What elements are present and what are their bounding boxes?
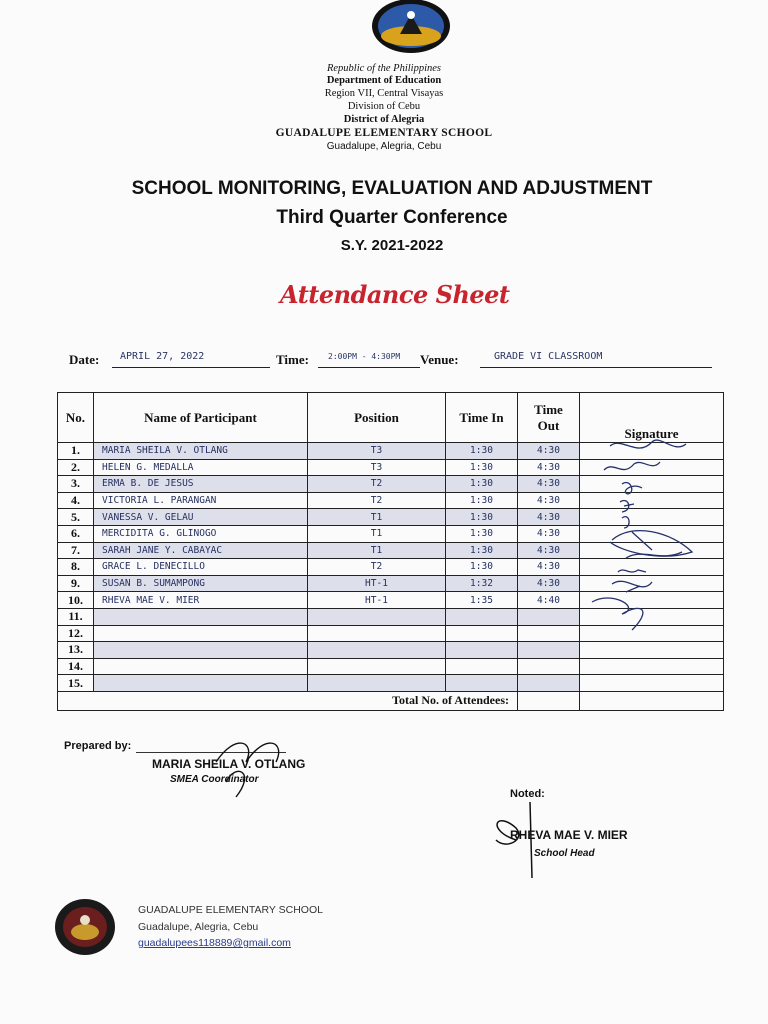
time-out-value: 4:30 <box>518 575 580 592</box>
footer-school: GUADALUPE ELEMENTARY SCHOOL <box>138 904 323 916</box>
time-out-value: 4:30 <box>518 492 580 509</box>
time-in-value <box>446 642 518 659</box>
footer-email-link[interactable]: guadalupees118889@gmail.com <box>138 937 291 949</box>
row-number: 15. <box>58 675 94 692</box>
prepared-by-name: MARIA SHEILA V. OTLANG <box>152 757 306 771</box>
prepared-by-role: SMEA Coordinator <box>170 774 259 785</box>
row-number: 12. <box>58 625 94 642</box>
time-label: Time: <box>276 352 309 367</box>
venue-label: Venue: <box>420 352 459 367</box>
time-in-value: 1:30 <box>446 509 518 526</box>
time-out-value <box>518 608 580 625</box>
attendance-sheet-title: Attendance Sheet <box>280 280 510 309</box>
time-out-value <box>518 675 580 692</box>
participant-position <box>308 658 446 675</box>
time-value: 2:00PM - 4:30PM <box>318 351 420 368</box>
header-signature: Signature <box>580 393 724 443</box>
address-line: Guadalupe, Alegria, Cebu <box>326 141 442 152</box>
date-label: Date: <box>69 352 100 367</box>
header-position: Position <box>308 393 446 443</box>
signature-cell <box>580 658 724 675</box>
time-out-value: 4:30 <box>518 559 580 576</box>
participant-position <box>308 608 446 625</box>
header-name: Name of Participant <box>94 393 308 443</box>
participant-position: T2 <box>308 476 446 493</box>
participant-name: ERMA B. DE JESUS <box>94 476 308 493</box>
row-number: 3. <box>58 476 94 493</box>
division-line: Division of Cebu <box>347 101 421 112</box>
row-number: 11. <box>58 608 94 625</box>
row-number: 7. <box>58 542 94 559</box>
total-attendees-value <box>518 691 580 710</box>
time-out-value: 4:30 <box>518 476 580 493</box>
time-in-value <box>446 658 518 675</box>
participant-name <box>94 608 308 625</box>
noted-name: RHEVA MAE V. MIER <box>510 828 628 842</box>
time-out-value: 4:30 <box>518 459 580 476</box>
time-in-value: 1:30 <box>446 459 518 476</box>
time-in-value: 1:30 <box>446 559 518 576</box>
time-in-value <box>446 608 518 625</box>
participant-name: VANESSA V. GELAU <box>94 509 308 526</box>
time-in-value: 1:32 <box>446 575 518 592</box>
participant-name: MERCIDITA G. GLINOGO <box>94 525 308 542</box>
signature-cell <box>580 642 724 659</box>
participant-position: T1 <box>308 509 446 526</box>
total-attendees-label: Total No. of Attendees: <box>58 691 518 710</box>
time-out-value: 4:30 <box>518 443 580 460</box>
school-year: S.Y. 2021-2022 <box>340 237 444 254</box>
participant-name: HELEN G. MEDALLA <box>94 459 308 476</box>
participant-position: T1 <box>308 542 446 559</box>
participant-signatures <box>582 432 712 637</box>
venue-value: GRADE VI CLASSROOM <box>480 351 712 368</box>
table-row <box>58 675 724 692</box>
participant-position: T3 <box>308 459 446 476</box>
prepared-by-label: Prepared by: <box>64 740 132 752</box>
time-out-value: 4:30 <box>518 525 580 542</box>
participant-position: HT-1 <box>308 592 446 609</box>
department-line: Department of Education <box>326 75 442 86</box>
main-title: SCHOOL MONITORING, EVALUATION AND ADJUSTMENT <box>131 178 653 199</box>
participant-name: MARIA SHEILA V. OTLANG <box>94 443 308 460</box>
time-in-value <box>446 675 518 692</box>
participant-position: T3 <box>308 443 446 460</box>
participant-position <box>308 642 446 659</box>
table-row <box>58 642 724 659</box>
participant-position: T2 <box>308 559 446 576</box>
header-time-in: Time In <box>446 393 518 443</box>
row-number: 6. <box>58 525 94 542</box>
participant-name <box>94 675 308 692</box>
row-number: 14. <box>58 658 94 675</box>
participant-name: VICTORIA L. PARANGAN <box>94 492 308 509</box>
time-out-value: 4:40 <box>518 592 580 609</box>
school-seal-logo <box>54 898 116 956</box>
row-number: 2. <box>58 459 94 476</box>
school-line: GUADALUPE ELEMENTARY SCHOOL <box>275 127 493 139</box>
row-number: 8. <box>58 559 94 576</box>
noted-role: School Head <box>534 848 595 859</box>
row-number: 13. <box>58 642 94 659</box>
participant-name: SARAH JANE Y. CABAYAC <box>94 542 308 559</box>
row-number: 9. <box>58 575 94 592</box>
time-out-value: 4:30 <box>518 509 580 526</box>
row-number: 4. <box>58 492 94 509</box>
time-in-value: 1:30 <box>446 443 518 460</box>
participant-position: HT-1 <box>308 575 446 592</box>
time-out-value: 4:30 <box>518 542 580 559</box>
participant-position: T1 <box>308 525 446 542</box>
participant-name <box>94 658 308 675</box>
noted-label: Noted: <box>510 788 545 800</box>
time-out-value <box>518 625 580 642</box>
time-in-value: 1:30 <box>446 525 518 542</box>
table-row <box>58 658 724 675</box>
signature-cell <box>580 675 724 692</box>
region-line: Region VII, Central Visayas <box>324 88 444 99</box>
time-in-value: 1:35 <box>446 592 518 609</box>
participant-name: RHEVA MAE V. MIER <box>94 592 308 609</box>
total-attendees-blank <box>580 691 724 710</box>
republic-line: Republic of the Philippines <box>326 63 442 74</box>
date-value: APRIL 27, 2022 <box>112 351 270 368</box>
participant-position <box>308 675 446 692</box>
row-number: 1. <box>58 443 94 460</box>
participant-name <box>94 625 308 642</box>
participant-name: SUSAN B. SUMAMPONG <box>94 575 308 592</box>
header-time-out: Time Out <box>518 393 580 443</box>
row-number: 5. <box>58 509 94 526</box>
header-no: No. <box>58 393 94 443</box>
row-number: 10. <box>58 592 94 609</box>
time-out-value <box>518 642 580 659</box>
time-in-value: 1:30 <box>446 542 518 559</box>
deped-seal-logo <box>370 0 452 54</box>
participant-position <box>308 625 446 642</box>
time-out-value <box>518 658 580 675</box>
time-in-value: 1:30 <box>446 476 518 493</box>
participant-name <box>94 642 308 659</box>
time-in-value: 1:30 <box>446 492 518 509</box>
participant-name: GRACE L. DENECILLO <box>94 559 308 576</box>
district-line: District of Alegria <box>343 114 425 125</box>
sub-title: Third Quarter Conference <box>276 207 508 228</box>
participant-position: T2 <box>308 492 446 509</box>
footer-address: Guadalupe, Alegria, Cebu <box>138 921 259 933</box>
time-in-value <box>446 625 518 642</box>
